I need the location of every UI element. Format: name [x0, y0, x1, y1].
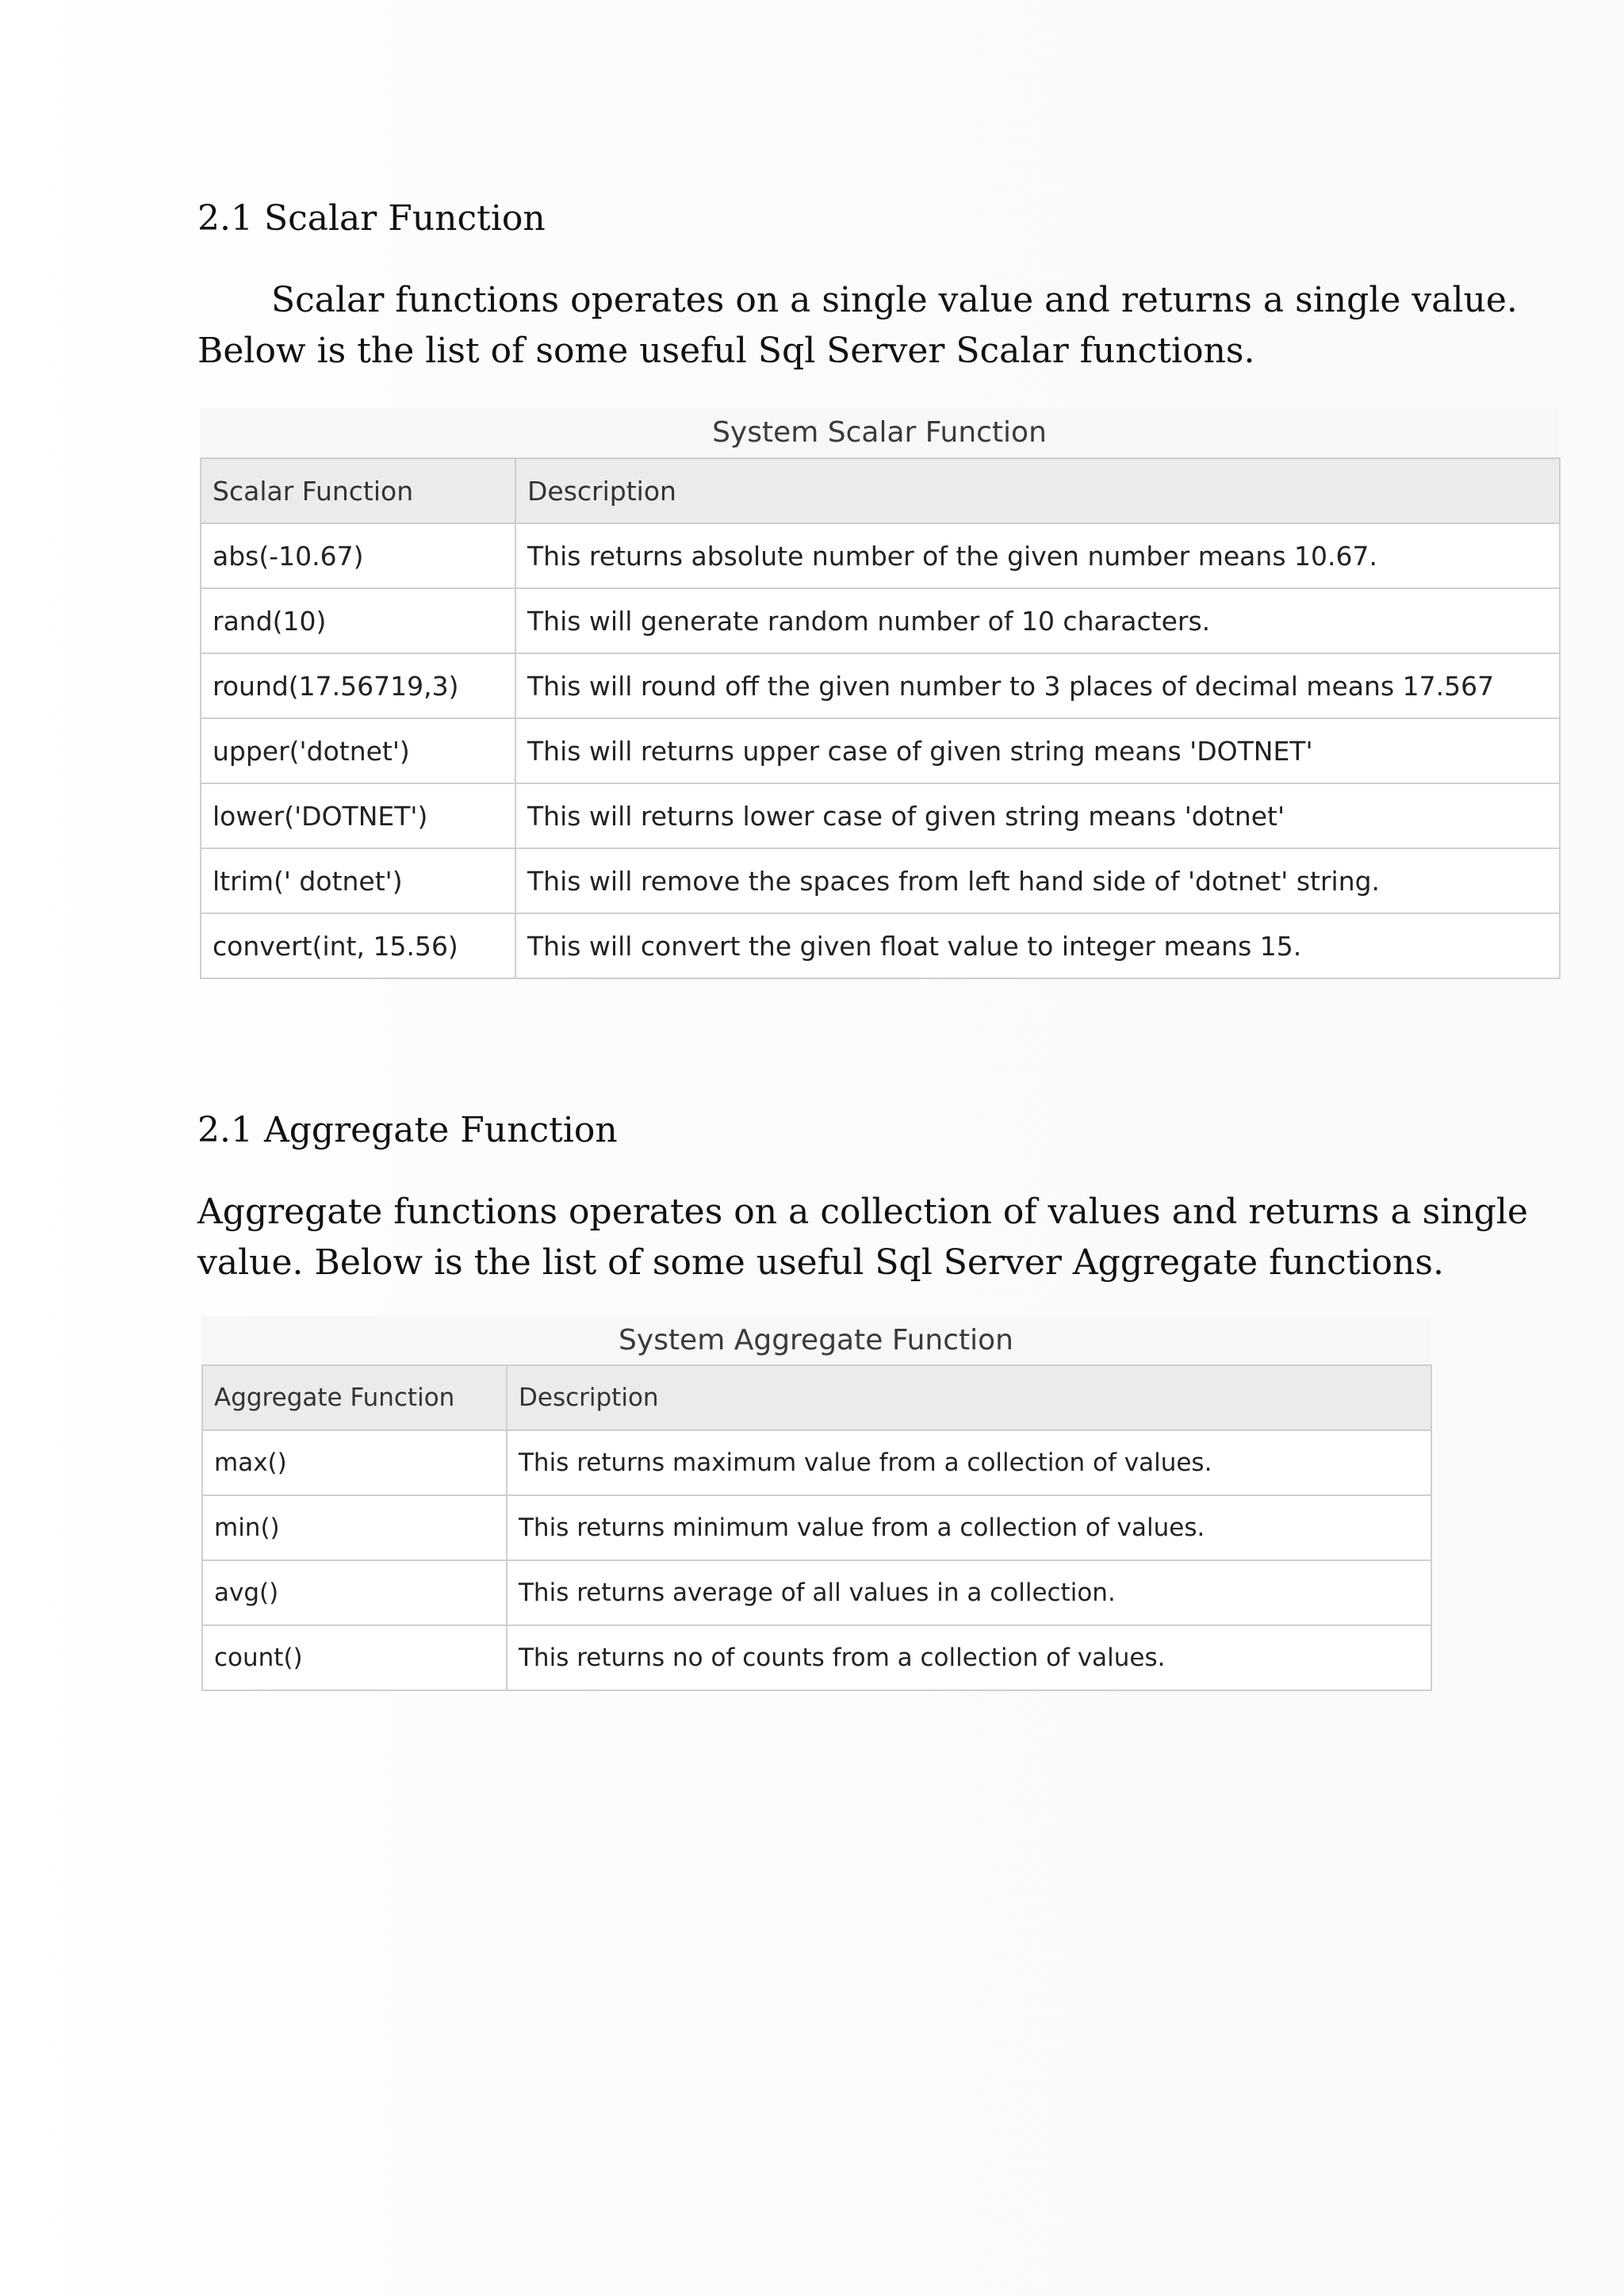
- scalar-description-cell: This will convert the given float value to integer means 15.: [515, 913, 1560, 978]
- scalar-functions-table: [200, 457, 1561, 979]
- table-row: [202, 1560, 1431, 1625]
- scalar-function-cell: abs(-10.67): [201, 523, 515, 588]
- table-row: [202, 1625, 1431, 1690]
- table-row: [202, 1495, 1431, 1560]
- aggregate-functions-table: [201, 1364, 1432, 1691]
- table-row: [201, 848, 1560, 913]
- aggregate-description-cell: This returns average of all values in a collection.: [507, 1560, 1431, 1625]
- aggregate-table-caption: System Aggregate Function: [201, 1316, 1431, 1367]
- aggregate-table-header-row: [202, 1365, 1431, 1430]
- aggregate-description-cell: This returns maximum value from a collection of values.: [507, 1430, 1431, 1495]
- table-row: [201, 718, 1560, 783]
- table-row: [201, 783, 1560, 848]
- scalar-intro-line-1: Scalar functions operates on a single value and returns a single value.: [271, 280, 1518, 320]
- scalar-header-description: Description: [515, 458, 1560, 523]
- scalar-description-cell: This will round off the given number to 3 places of decimal means 17.567: [515, 653, 1560, 718]
- aggregate-header-function: Aggregate Function: [202, 1365, 507, 1430]
- aggregate-function-cell: max(): [202, 1430, 507, 1495]
- scalar-function-cell: rand(10): [201, 588, 515, 653]
- aggregate-function-cell: count(): [202, 1625, 507, 1690]
- aggregate-description-cell: This returns no of counts from a collection of values.: [507, 1625, 1431, 1690]
- scalar-table-caption: System Scalar Function: [200, 408, 1559, 459]
- scalar-function-cell: round(17.56719,3): [201, 653, 515, 718]
- scalar-intro-paragraph: [197, 275, 1518, 377]
- aggregate-function-cell: min(): [202, 1495, 507, 1560]
- aggregate-intro-line-2: value. Below is the list of some useful Sql Server Aggregate functions.: [197, 1242, 1444, 1283]
- aggregate-header-description: Description: [507, 1365, 1431, 1430]
- aggregate-intro-paragraph: [197, 1187, 1528, 1288]
- scalar-function-cell: upper('dotnet'): [201, 718, 515, 783]
- aggregate-intro-line-1: Aggregate functions operates on a collection of values and returns a single: [197, 1192, 1528, 1232]
- scalar-description-cell: This will remove the spaces from left hand side of 'dotnet' string.: [515, 848, 1560, 913]
- scalar-description-cell: This will returns lower case of given string means 'dotnet': [515, 783, 1560, 848]
- scalar-function-cell: convert(int, 15.56): [201, 913, 515, 978]
- aggregate-function-cell: avg(): [202, 1560, 507, 1625]
- table-row: [201, 653, 1560, 718]
- aggregate-description-cell: This returns minimum value from a collection of values.: [507, 1495, 1431, 1560]
- scalar-intro-line-2: Below is the list of some useful Sql Server Scalar functions.: [197, 331, 1255, 371]
- aggregate-section-heading: 2.1 Aggregate Function: [197, 1110, 618, 1150]
- scalar-table-header-row: [201, 458, 1560, 523]
- scalar-description-cell: This will returns upper case of given string means 'DOTNET': [515, 718, 1560, 783]
- table-row: [201, 913, 1560, 978]
- scalar-function-cell: lower('DOTNET'): [201, 783, 515, 848]
- table-row: [201, 523, 1560, 588]
- table-row: [202, 1430, 1431, 1495]
- scalar-function-cell: ltrim(' dotnet'): [201, 848, 515, 913]
- scalar-section-heading: 2.1 Scalar Function: [197, 198, 546, 239]
- scalar-header-function: Scalar Function: [201, 458, 515, 523]
- scalar-description-cell: This returns absolute number of the given number means 10.67.: [515, 523, 1560, 588]
- table-row: [201, 588, 1560, 653]
- scalar-description-cell: This will generate random number of 10 characters.: [515, 588, 1560, 653]
